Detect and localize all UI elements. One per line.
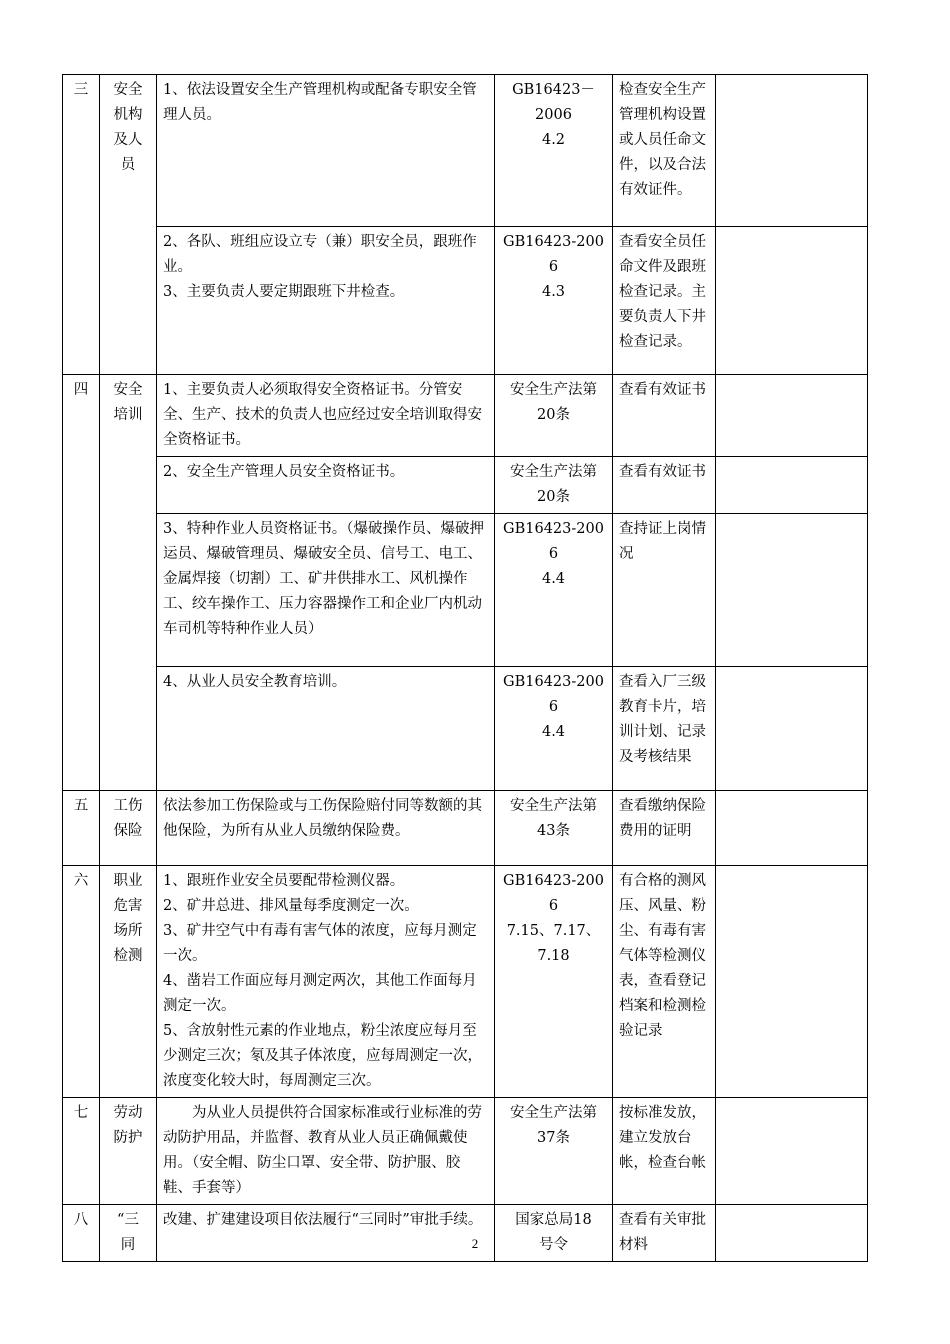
item-content: 1、主要负责人必须取得安全资格证书。分管安全、生产、技术的负责人也应经过安全培训取得安全资格证书。 (157, 375, 495, 457)
row-seq: 八 (63, 1205, 100, 1262)
item-method: 按标准发放，建立发放台帐，检查台帐 (613, 1098, 716, 1205)
row-seq: 三 (63, 75, 100, 375)
item-basis: 国家总局18 号令 (495, 1205, 613, 1262)
item-content: 依法参加工伤保险或与工伤保险赔付同等数额的其他保险，为所有从业人员缴纳保险费。 (157, 791, 495, 866)
item-method: 检查安全生产管理机构设置或人员任命文件，以及合法有效证件。 (613, 75, 716, 227)
item-basis: 安全生产法第 37条 (495, 1098, 613, 1205)
row-category: 工伤 保险 (100, 791, 157, 866)
table-row (63, 514, 868, 667)
table-row (63, 75, 868, 227)
item-result-cell[interactable] (716, 1205, 868, 1262)
item-method: 查看入厂三级教育卡片，培训计划、记录及考核结果 (613, 667, 716, 791)
item-content: 为从业人员提供符合国家标准或行业标准的劳动防护用品，并监督、教育从业人员正确佩戴使用。（安全帽、防尘口罩、安全带、防护服、胶鞋、手套等） (157, 1098, 495, 1205)
item-result-cell[interactable] (716, 514, 868, 667)
item-method: 查持证上岗情况 (613, 514, 716, 667)
row-category: 劳动 防护 (100, 1098, 157, 1205)
item-result-cell[interactable] (716, 791, 868, 866)
item-result-cell[interactable] (716, 1098, 868, 1205)
item-result-cell[interactable] (716, 75, 868, 227)
row-category: 职业 危害 场所 检测 (100, 866, 157, 1098)
item-method: 有合格的测风压、风量、粉尘、有毒有害气体等检测仪表，查看登记档案和检测检验记录 (613, 866, 716, 1098)
table-row (63, 1205, 868, 1262)
item-result-cell[interactable] (716, 667, 868, 791)
item-result-cell[interactable] (716, 375, 868, 457)
item-content: 1、依法设置安全生产管理机构或配备专职安全管理人员。 (157, 75, 495, 227)
row-seq: 六 (63, 866, 100, 1098)
table-row (63, 791, 868, 866)
inspection-table (62, 74, 868, 1262)
item-basis: GB16423-2006 4.4 (495, 667, 613, 791)
row-category: 安全 机构 及人 员 (100, 75, 157, 375)
table-row (63, 227, 868, 375)
item-content: 2、安全生产管理人员安全资格证书。 (157, 457, 495, 514)
table-body (63, 75, 868, 1262)
row-category: “三 同 (100, 1205, 157, 1262)
item-result-cell[interactable] (716, 866, 868, 1098)
item-method: 查看有关审批材料 (613, 1205, 716, 1262)
row-seq: 七 (63, 1098, 100, 1205)
table-row (63, 866, 868, 1098)
item-result-cell[interactable] (716, 457, 868, 514)
item-basis: 安全生产法第 43条 (495, 791, 613, 866)
item-content: 3、特种作业人员资格证书。（爆破操作员、爆破押运员、爆破管理员、爆破安全员、信号工、电工、金属焊接（切割）工、矿井供排水工、风机操作工、绞车操作工、压力容器操作工和企业厂内机动车司机等特种作业人员） (157, 514, 495, 667)
item-basis: 安全生产法第 20条 (495, 375, 613, 457)
item-basis: GB16423－ 2006 4.2 (495, 75, 613, 227)
item-basis: GB16423-2006 7.15、7.17、 7.18 (495, 866, 613, 1098)
item-method: 查看安全员任命文件及跟班检查记录。主要负责人下井检查记录。 (613, 227, 716, 375)
row-seq: 五 (63, 791, 100, 866)
item-basis: 安全生产法第 20条 (495, 457, 613, 514)
table-row (63, 1098, 868, 1205)
row-seq: 四 (63, 375, 100, 791)
item-result-cell[interactable] (716, 227, 868, 375)
row-category: 安全 培训 (100, 375, 157, 791)
item-method: 查看有效证书 (613, 375, 716, 457)
item-content: 改建、扩建建设项目依法履行“三同时”审批手续。 (157, 1205, 495, 1262)
item-content: 2、各队、班组应设立专（兼）职安全员，跟班作业。 3、主要负责人要定期跟班下井检查。 (157, 227, 495, 375)
item-basis: GB16423-2006 4.3 (495, 227, 613, 375)
table-row (63, 375, 868, 457)
table-row (63, 457, 868, 514)
item-method: 查看缴纳保险费用的证明 (613, 791, 716, 866)
table-row (63, 667, 868, 791)
item-method: 查看有效证书 (613, 457, 716, 514)
item-basis: GB16423-2006 4.4 (495, 514, 613, 667)
item-content: 1、跟班作业安全员要配带检测仪器。 2、矿井总进、排风量每季度测定一次。 3、矿井空气中有毒有害气体的浓度，应每月测定一次。 4、凿岩工作面应每月测定两次，其他工作面每月测定一次。 5、含放射性元素的作业地点，粉尘浓度应每月至少测定三次；氡及其子体浓度，应每周测定一次，浓度变化较大时，每周测定三次。 (157, 866, 495, 1098)
item-content: 4、从业人员安全教育培训。 (157, 667, 495, 791)
page-number: 2 (471, 1236, 479, 1251)
